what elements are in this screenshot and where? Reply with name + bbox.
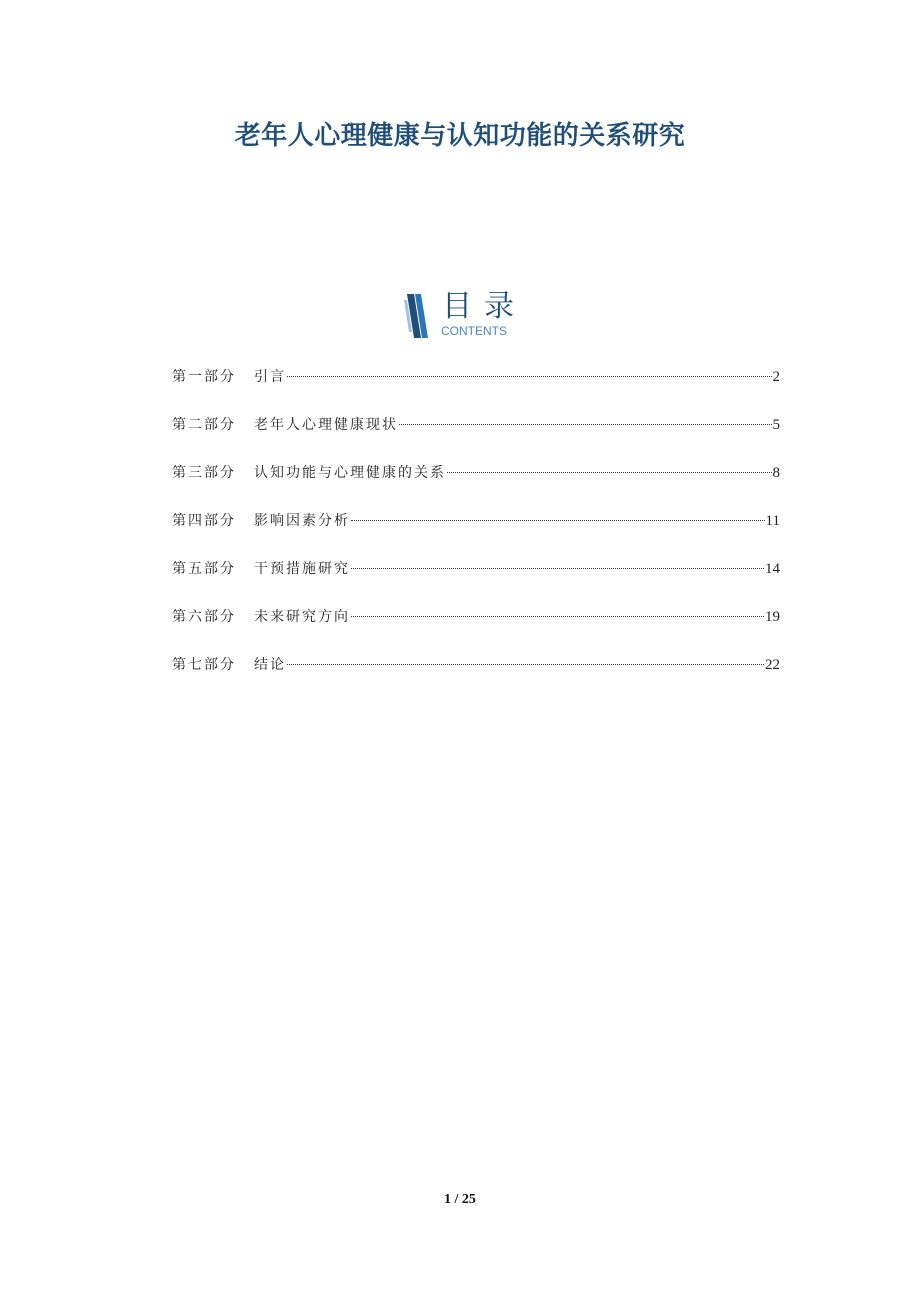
toc-entry[interactable]: [172, 606, 780, 654]
toc-entry[interactable]: [172, 414, 780, 462]
toc-entry-part: 第三部分: [172, 465, 236, 481]
toc-entry-title: 认知功能与心理健康的关系: [254, 465, 446, 481]
toc-entry-page: 2: [772, 369, 780, 385]
toc-entry-title: 老年人心理健康现状: [254, 417, 398, 433]
toc-subtitle: CONTENTS: [441, 324, 507, 338]
toc-dot-leader: [399, 424, 772, 425]
toc-entry[interactable]: [172, 510, 780, 558]
toc-entry-part: 第五部分: [172, 561, 236, 577]
toc-heading: [404, 289, 534, 340]
toc-dot-leader: [351, 520, 765, 521]
toc-entry-part: 第二部分: [172, 417, 236, 433]
toc-dot-leader: [351, 568, 764, 569]
contents-logo-icon: [404, 294, 432, 338]
toc-entry-part: 第七部分: [172, 657, 236, 673]
toc-dot-leader: [287, 664, 764, 665]
toc-entry-page: 22: [765, 657, 780, 673]
toc-entry-part: 第一部分: [172, 369, 236, 385]
toc-entry[interactable]: [172, 462, 780, 510]
toc-entry-title: 结论: [254, 657, 286, 673]
toc-entry-page: 11: [765, 513, 780, 529]
toc-entry[interactable]: [172, 558, 780, 606]
toc-entry-title: 影响因素分析: [254, 513, 350, 529]
toc-entry-page: 5: [772, 417, 780, 433]
toc-entry-page: 14: [765, 561, 780, 577]
toc-entry[interactable]: [172, 654, 780, 702]
toc-dot-leader: [351, 616, 764, 617]
toc-entry-title: 干预措施研究: [254, 561, 350, 577]
toc-entry-title: 未来研究方向: [254, 609, 350, 625]
document-title: 老年人心理健康与认知功能的关系研究: [234, 121, 686, 151]
toc-entry-page: 19: [765, 609, 780, 625]
toc-dot-leader: [447, 472, 772, 473]
toc-title: 目录: [442, 289, 526, 324]
toc-entry-page: 8: [772, 465, 780, 481]
toc-dot-leader: [287, 376, 772, 377]
toc-entry[interactable]: [172, 366, 780, 414]
toc-list: [172, 366, 780, 702]
page-number: 1 / 25: [444, 1192, 476, 1207]
toc-entry-part: 第四部分: [172, 513, 236, 529]
toc-entry-part: 第六部分: [172, 609, 236, 625]
toc-entry-title: 引言: [254, 369, 286, 385]
